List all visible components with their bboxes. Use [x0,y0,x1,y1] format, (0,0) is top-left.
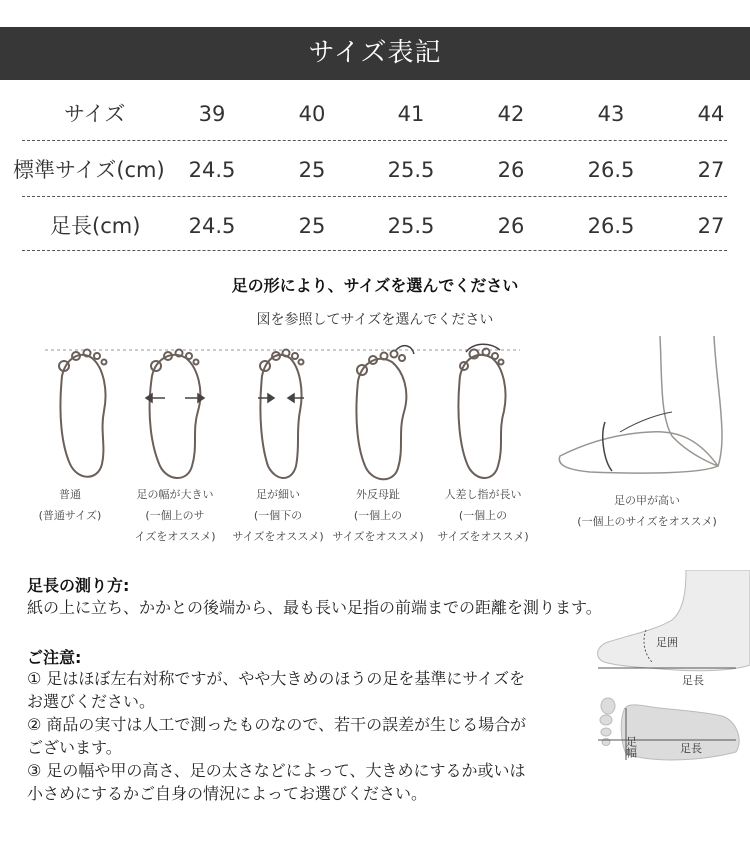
foot-side-view-icon [598,570,750,671]
foot-shapes-illustration [0,336,750,486]
size-cell: 39 [198,102,226,126]
size-cell: 42 [497,102,525,126]
caption-normal [30,484,110,526]
foot-length-cell: 27 [697,214,725,238]
caption-line: 外反母趾 [356,488,400,501]
foot-length-cell: 26.5 [587,214,635,238]
foot-bunion-icon [356,346,414,480]
table-divider [22,250,727,251]
length-label-bottom: 足長 [680,742,702,755]
foot-guide-subtitle: 図を参照してサイズを選んでください [256,312,494,328]
note-line: ございます。 [27,738,122,757]
note-line: ① 足はほぼ左右対称ですが、やや大きめのほうの足を基準にサイズを [27,669,526,688]
note-line: ② 商品の実寸は人工で測ったものなので、若干の誤差が生じる場合が [27,715,527,734]
caption-line: 足の幅が大きい [136,488,214,501]
foot-wide-icon [150,350,201,479]
size-cell: 41 [397,102,425,126]
caption-wide [125,484,225,547]
caption-narrow [228,484,328,547]
caption-long-toe [433,484,533,547]
foot-normal-icon [59,350,107,477]
table-divider [22,140,727,141]
caption-line: (普通サイズ) [38,509,102,522]
foot-length-cell: 26 [497,214,525,238]
caption-line: (一個下の [253,509,303,522]
table-divider [22,196,727,197]
standard-size-cell: 25 [298,158,326,182]
foot-long-toe-icon [458,344,505,478]
foot-length-cell: 25.5 [387,214,435,238]
foot-guide-title: 足の形により、サイズを選んでください [231,276,519,295]
standard-size-row-label: 標準サイズ(cm) [13,158,165,182]
foot-length-cell: 24.5 [188,214,236,238]
size-chart-header [0,27,750,80]
caption-line: (一個上の [458,509,508,522]
standard-size-cell: 26.5 [587,158,635,182]
foot-length-cell: 25 [298,214,326,238]
foot-length-row [0,198,750,254]
standard-size-row [0,142,750,198]
size-cell: 43 [597,102,625,126]
size-row [0,86,750,142]
size-cell: 40 [298,102,326,126]
standard-size-cell: 26 [497,158,525,182]
measure-text: 紙の上に立ち、かかとの後端から、最も長い足指の前端までの距離を測ります。 [27,598,602,617]
notes-title: ご注意: [27,648,82,667]
note-line: お選びください。 [27,692,156,711]
standard-size-cell: 27 [697,158,725,182]
measure-title: 足長の測り方: [27,576,130,595]
length-label-side: 足長 [682,674,704,687]
size-row-label: サイズ [64,102,126,126]
caption-line: イズをオススメ) [134,530,216,543]
foot-length-row-label: 足長(cm) [50,214,141,238]
footprint-icon [600,698,739,760]
size-cell: 44 [697,102,725,126]
foot-narrow-icon [260,350,304,479]
caption-line: (一個上のサイズをオススメ) [577,515,717,528]
note-line: ③ 足の幅や甲の高さ、足の太さなどによって、大きめにするか或いは [27,761,526,780]
standard-size-cell: 24.5 [188,158,236,182]
girth-label: 足囲 [656,636,678,649]
size-table [0,86,750,254]
width-arrows-icon [146,394,204,402]
size-chart-title: サイズ表記 [308,38,442,68]
caption-line: 足の甲が高い [614,494,680,507]
caption-line: 足が細い [256,488,300,501]
note-line: 小さめにするかご自身の情況によってお選びください。 [27,784,428,803]
standard-size-cell: 25.5 [387,158,435,182]
caption-bunion [328,484,428,547]
caption-line: サイズをオススメ) [437,530,529,543]
caption-line: (一個上のサ [145,509,205,522]
narrow-arrows-icon [258,394,304,402]
width-label: 足幅 [624,736,638,758]
caption-high-instep [572,490,722,532]
caption-line: 普通 [59,488,81,501]
caption-line: サイズをオススメ) [232,530,324,543]
foot-high-instep-icon [559,336,722,473]
caption-line: (一個上の [353,509,403,522]
caption-line: サイズをオススメ) [332,530,424,543]
caption-line: 人差し指が長い [444,488,522,501]
foot-measure-diagram [586,570,750,770]
